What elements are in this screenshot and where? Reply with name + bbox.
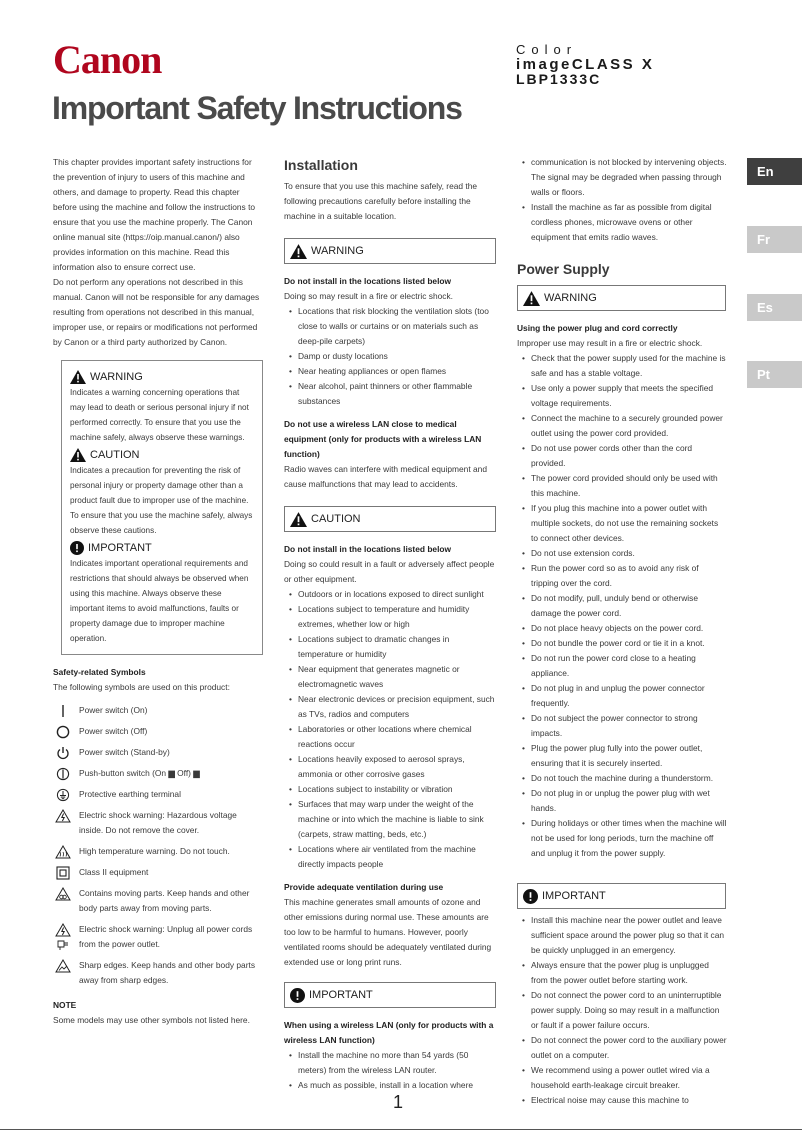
list-item: • Use only a power supply that meets the specified voltage requirements. [517, 381, 727, 411]
list-item: • Locations subject to dramatic changes in temperature or humidity [284, 632, 496, 662]
install-important-list-b [517, 155, 727, 245]
tab-fr[interactable]: Fr [747, 226, 802, 253]
symbol-row: Contains moving parts. Keep hands and other body parts away from moving parts. [53, 886, 263, 916]
list-item: • Do not use power cords other than the cord provided. [517, 441, 727, 471]
warning-box: WARNING [284, 238, 496, 264]
install-caution-1-title: Do not install in the locations listed below [284, 544, 452, 554]
list-item: • Locations heavily exposed to aerosol sprays, ammonia or other corrosive gases [284, 752, 496, 782]
list-item: • Install the machine no more than 54 yards (50 meters) from the wireless LAN router. [284, 1048, 496, 1078]
install-warning-1-list [284, 304, 496, 409]
list-item: • Plug the power plug fully into the power outlet, ensuring that it is securely inserted. [517, 741, 727, 771]
earth-icon [56, 788, 70, 802]
important-icon [523, 889, 538, 904]
install-warning-1-title: Do not install in the locations listed below [284, 276, 452, 286]
tab-es[interactable]: Es [747, 294, 802, 321]
install-important-title: When using a wireless LAN (only for products with a wireless LAN function) [284, 1020, 494, 1045]
list-item: • Do not plug in and unplug the power connector frequently. [517, 681, 727, 711]
column-1 [53, 155, 263, 1028]
bottom-rule [0, 1129, 802, 1130]
list-item: • Near electronic devices or precision equipment, such as TVs, radios and computers [284, 692, 496, 722]
sharp-edges-icon [55, 959, 71, 973]
note-text: Some models may use other symbols not listed here. [53, 1015, 250, 1025]
model-line-3: LBP1333C [516, 71, 602, 87]
list-item: • Do not modify, pull, unduly bend or otherwise damage the power cord. [517, 591, 727, 621]
standby-icon [56, 746, 70, 760]
hot-icon [55, 845, 71, 859]
caution-icon [290, 512, 307, 527]
warning-icon [290, 244, 307, 259]
power-warning-list [517, 351, 727, 861]
power-warning-title: Using the power plug and cord correctly [517, 323, 678, 333]
power-heading: Power Supply [517, 261, 610, 277]
model-name [516, 42, 654, 87]
install-caution-1-intro: Doing so could result in a fault or adversely affect people or other equipment. [284, 559, 495, 584]
symbol-row: Power switch (On) [53, 703, 263, 718]
tab-en[interactable]: En [747, 158, 802, 185]
shock-icon [55, 809, 71, 823]
caution-box: CAUTION [284, 506, 496, 532]
install-caution-1-list [284, 587, 496, 872]
list-item: • As much as possible, install in a location where [284, 1078, 496, 1093]
install-warning-2-text: Radio waves can interfere with medical equipment and cause malfunctions that may lead to accidents. [284, 464, 487, 489]
legend-important-text: Indicates important operational requirements and restrictions that should always be observed when using this machine. Always observe these important items to avoid malfunctions, faults or property damage due to improper machine operation. [70, 559, 249, 643]
column-3 [517, 155, 727, 1108]
installation-intro: To ensure that you use this machine safely, read the following precautions carefully before installing the machine in a suitable location. [284, 181, 478, 221]
list-item: • Locations subject to temperature and humidity extremes, whether low or high [284, 602, 496, 632]
symbols-heading: Safety-related Symbols [53, 667, 146, 677]
list-item: • Do not touch the machine during a thunderstorm. [517, 771, 727, 786]
important-box: IMPORTANT [517, 883, 726, 909]
list-item: • Near equipment that generates magnetic or electromagnetic waves [284, 662, 496, 692]
column-2 [284, 155, 496, 1093]
list-item: • Check that the power supply used for the machine is safe and has a stable voltage. [517, 351, 727, 381]
list-item: • Do not use extension cords. [517, 546, 727, 561]
symbol-row: Electric shock warning: Unplug all power cords from the power outlet. [53, 922, 263, 952]
install-important-list-a [284, 1048, 496, 1093]
warning-icon [70, 370, 86, 384]
caution-icon [70, 448, 86, 462]
warning-icon [523, 291, 540, 306]
symbols-intro: The following symbols are used on this product: [53, 682, 230, 692]
list-item: • Laboratories or other locations where chemical reactions occur [284, 722, 496, 752]
power-off-icon [56, 725, 70, 739]
install-warning-1-intro: Doing so may result in a fire or electric shock. [284, 291, 453, 301]
model-line-2: imageCLASS X [516, 56, 655, 73]
legend-box [61, 360, 263, 655]
list-item: • Do not run the power cord close to a heating appliance. [517, 651, 727, 681]
list-item: • Locations where air ventilated from the machine directly impacts people [284, 842, 496, 872]
installation-heading: Installation [284, 157, 358, 173]
install-caution-2-title: Provide adequate ventilation during use [284, 882, 444, 892]
list-item: • Do not bundle the power cord or tie it in a knot. [517, 636, 727, 651]
intro-paragraph-2: Do not perform any operations not described in this manual. Canon will not be responsible for any damages resulting from operations not described in this manual, improper use, or repairs or modifications not performed by Canon or a third party authorized by Canon. [53, 277, 260, 347]
list-item-continued: • communication is not blocked by intervening objects. The signal may be degraded when passing through walls or floors. [517, 155, 727, 200]
list-item: • Damp or dusty locations [284, 349, 496, 364]
list-item: • The power cord provided should only be used with this machine. [517, 471, 727, 501]
list-item: • Do not place heavy objects on the power cord. [517, 621, 727, 636]
install-caution-2-text: This machine generates small amounts of ozone and other emissions during normal use. These amounts are too low to be harmful to humans. However, poorly ventilated rooms should be adequately ventilated during extended use or long print runs. [284, 897, 492, 967]
list-item: • Always ensure that the power plug is unplugged from the power outlet before starting work. [517, 958, 727, 988]
important-icon [70, 541, 84, 555]
list-item: • Install this machine near the power outlet and leave sufficient space around the power plug so that it can be quickly unplugged in an emergency. [517, 913, 727, 958]
power-important-list [517, 913, 727, 1108]
list-item: • Locations that risk blocking the ventilation slots (too close to walls or curtains or on materials such as deep-pile carpets) [284, 304, 496, 349]
model-line-1: Color [516, 42, 578, 57]
symbol-row: Power switch (Stand-by) [53, 745, 263, 760]
power-warning-intro: Improper use may result in a fire or electric shock. [517, 338, 703, 348]
legend-warning-heading: WARNING [70, 369, 254, 385]
install-warning-2-title: Do not use a wireless LAN close to medical equipment (only for products with a wireless LAN function) [284, 419, 482, 459]
symbol-row: Sharp edges. Keep hands and other body parts away from sharp edges. [53, 958, 263, 988]
legend-caution-text: Indicates a precaution for preventing the risk of personal injury or property damage other than a product fault due to improper use of the machine. To ensure that you use the machine safely, always observe these cautions. [70, 466, 253, 535]
important-icon [290, 988, 305, 1003]
list-item: • Locations subject to instability or vibration [284, 782, 496, 797]
unplug-icon [55, 923, 71, 951]
symbol-row: Power switch (Off) [53, 724, 263, 739]
moving-parts-icon [55, 887, 71, 901]
note-label: NOTE [53, 1000, 77, 1010]
list-item: • Electrical noise may cause this machine to [517, 1093, 727, 1108]
list-item: • Install the machine as far as possible from digital cordless phones, microwave ovens or other equipment that emits radio waves. [517, 200, 727, 245]
list-item: • Outdoors or in locations exposed to direct sunlight [284, 587, 496, 602]
list-item: • Near heating appliances or open flames [284, 364, 496, 379]
symbol-row: Electric shock warning: Hazardous voltage inside. Do not remove the cover. [53, 808, 263, 838]
list-item: • Run the power cord so as to avoid any risk of tripping over the cord. [517, 561, 727, 591]
push-button-icon [56, 767, 70, 781]
intro-paragraph-1: This chapter provides important safety instructions for the prevention of injury to users of this machine and others, and damage to property. Read this chapter before using the machine and follow the instructions to ensure that you use the machine properly. The Canon online manual site (https://oip.manual.canon/) also provides information on this machine. Read this information also to ensure correct use. [53, 157, 256, 272]
warning-box: WARNING [517, 285, 726, 311]
list-item: • Connect the machine to a securely grounded power outlet using the power cord provided. [517, 411, 727, 441]
page-title: Important Safety Instructions [52, 90, 462, 126]
page-number: 1 [393, 1092, 404, 1112]
tab-pt[interactable]: Pt [747, 361, 802, 388]
legend-caution-heading: CAUTION [70, 447, 254, 463]
list-item: • Do not connect the power cord to the auxiliary power outlet on a computer. [517, 1033, 727, 1063]
list-item: • Do not connect the power cord to an uninterruptible power supply. Doing so may result in a malfunction or fault if a power failure occurs. [517, 988, 727, 1033]
symbol-row: Class II equipment [53, 865, 263, 880]
list-item: • If you plug this machine into a power outlet with multiple sockets, do not use the remaining sockets to connect other devices. [517, 501, 727, 546]
list-item: • We recommend using a power outlet wired via a household earth-leakage circuit breaker. [517, 1063, 727, 1093]
symbol-row: Push-button switch (On ▆ Off) ▆ [53, 766, 263, 781]
class2-icon [56, 866, 70, 880]
legend-warning-text: Indicates a warning concerning operations that may lead to death or serious personal injury if not performed correctly. To ensure that you use the machine safely, always observe these warnings. [70, 388, 249, 442]
important-box: IMPORTANT [284, 982, 496, 1008]
symbol-row: Protective earthing terminal [53, 787, 263, 802]
list-item: • Surfaces that may warp under the weight of the machine or into which the machine is liable to sink (carpets, straw matting, beds, etc.) [284, 797, 496, 842]
symbol-row: High temperature warning. Do not touch. [53, 844, 263, 859]
list-item: • Do not plug in or unplug the power plug with wet hands. [517, 786, 727, 816]
legend-important-heading: IMPORTANT [70, 540, 254, 556]
list-item: • During holidays or other times when the machine will not be used for long periods, turn the machine off and unplug it from the power supply. [517, 816, 727, 861]
power-on-icon [56, 704, 70, 718]
list-item: • Near alcohol, paint thinners or other flammable substances [284, 379, 496, 409]
list-item: • Do not subject the power connector to strong impacts. [517, 711, 727, 741]
brand-logo: Canon [53, 37, 162, 82]
